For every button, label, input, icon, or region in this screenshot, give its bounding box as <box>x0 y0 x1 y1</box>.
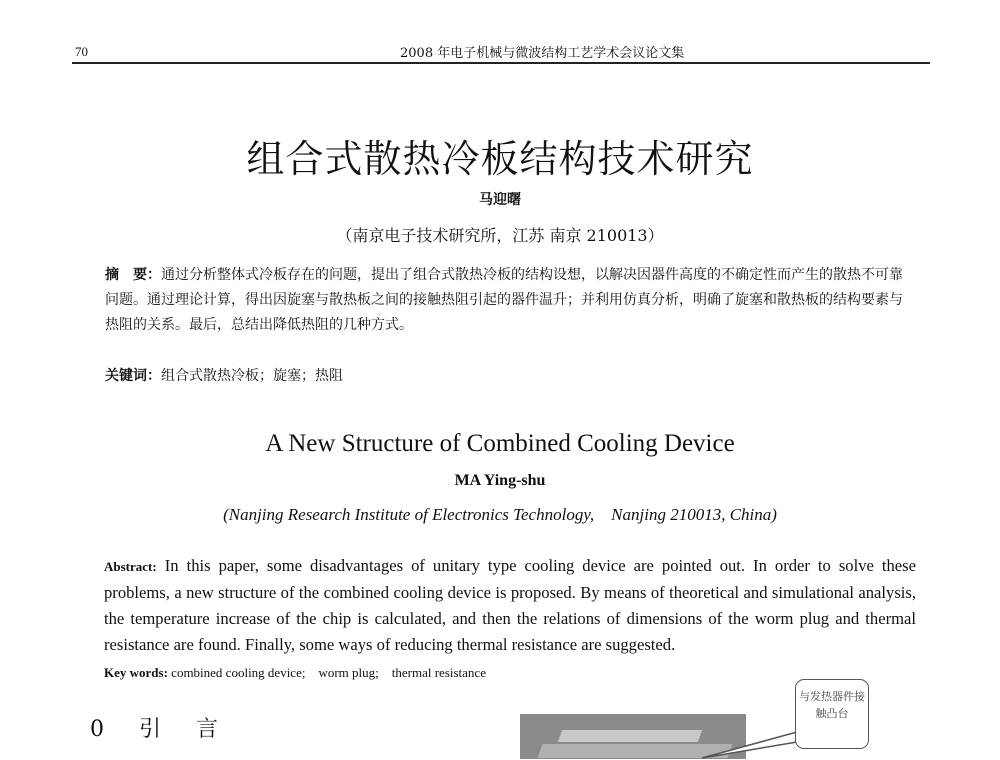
affiliation-en: (Nanjing Research Institute of Electronics Technology, Nanjing 210013, China) <box>223 505 777 524</box>
keywords-cn-text: 组合式散热冷板；旋塞；热阻 <box>161 368 343 384</box>
section-heading: 0 引 言 <box>90 717 232 742</box>
affiliation-cn: （南京电子技术研究所，江苏 南京 210013） <box>336 226 664 245</box>
paper-title-en: A New Structure of Combined Cooling Device <box>265 430 735 457</box>
callout-pointer <box>700 730 800 760</box>
author-en: MA Ying-shu <box>454 472 546 489</box>
figure-plate-top <box>558 730 702 742</box>
abstract-cn-text: 通过分析整体式冷板存在的问题，提出了组合式散热冷板的结构设想，以解决因器件高度的不确定性而产生的散热不可靠问题。通过理论计算，得出因旋塞与散热板之间的接触热阻引起的器件温升；并利用仿真分析，明确了旋塞和散热板的结构要素与热阻的关系。最后，总结出降低热阻的几种方式。 <box>105 267 903 333</box>
paper-title-cn: 组合式散热冷板结构技术研究 <box>246 137 754 181</box>
page-number: 70 <box>75 44 88 59</box>
keywords-cn-label: 关键词： <box>105 368 161 384</box>
keywords-en-text: combined cooling device; worm plug; thermal resistance <box>171 665 486 680</box>
abstract-en <box>104 553 916 658</box>
abstract-en-label: Abstract: <box>104 559 157 574</box>
keywords-en <box>104 662 486 681</box>
running-header: 2008 年电子机械与微波结构工艺学术会议论文集 <box>400 46 685 61</box>
abstract-cn <box>105 263 915 338</box>
header-rule <box>72 62 930 64</box>
figure-callout: 与发热器件接触凸台 <box>795 679 869 749</box>
keywords-cn <box>105 365 343 385</box>
abstract-en-text: In this paper, some disadvantages of unitary type cooling device are pointed out. In order to solve these problems, a new structure of the combined cooling device is proposed. By means of theoretical and simulational analysis, the temperature increase of the chip is calculated, and then the relations of dimensions of the worm plug and thermal resistance are found. Finally, some ways of reducing thermal resistance are suggested. <box>104 556 916 654</box>
abstract-cn-label: 摘 要： <box>105 267 161 283</box>
author-cn: 马迎曙 <box>479 192 521 208</box>
keywords-en-label: Key words: <box>104 665 168 680</box>
